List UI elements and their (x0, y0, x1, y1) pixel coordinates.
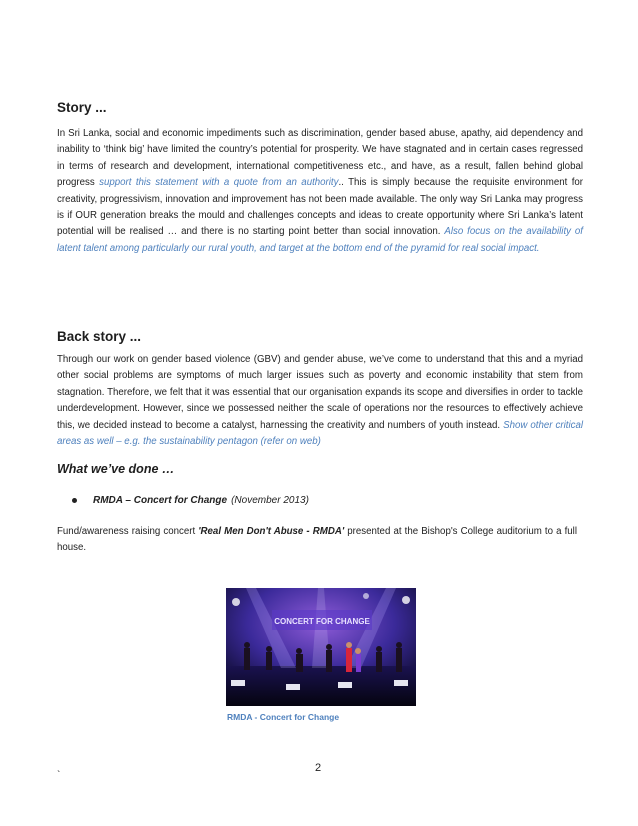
footer-mark: ` (57, 770, 61, 781)
bullet-dot-icon (72, 498, 77, 503)
story-body-1: In Sri Lanka, social and economic impediments such as discrimination, gender based abuse, apathy, aid dependency and inability to ‘think big’ have limited the country’s potential for prosperity. We have stagnated and in certain cases regressed in terms of research and development, international competitiveness etc., and have, as a result, fallen behind global progress (57, 128, 583, 189)
bullet-title: RMDA – Concert for Change (93, 495, 228, 506)
done-heading: What we’ve done … (57, 462, 175, 476)
bullet-date: (November 2013) (231, 495, 309, 506)
backstory-heading: Back story ... (57, 329, 142, 344)
concert-name: 'Real Men Don't Abuse - RMDA' (198, 526, 345, 537)
photo-banner: CONCERT FOR CHANGE (274, 617, 370, 626)
story-body-2: .. This is simply because the requisite environment for creativity, progressivism, innovation and improvement has not been made available. The only way Sri Lanka may progress is if OUR generation breaks the mould and challenges concepts and ideas to create opportunity where Sri Lanka’s latent potential will be realised … and there is no starting point better than social innovation. (57, 177, 584, 238)
story-note-1: support this statement with a quote from an authority (99, 177, 339, 189)
story-note-2: Also focus on the availability of latent talent among particularly our rural youth, and target at the bottom end of the pyramid for real social impact. (57, 226, 583, 254)
photo-caption: RMDA - Concert for Change (227, 712, 340, 722)
bullet-item (72, 495, 309, 506)
concert-photo (226, 588, 416, 706)
story-heading: Story ... (57, 100, 107, 115)
backstory-body: Through our work on gender based violence (GBV) and gender abuse, we’ve come to understand that this and a myriad other social problems are symptoms of much larger issues such as poverty and economic instability that stem from stagnation. Therefore, we felt that it was essential that our organisation expands its scope and diversifies in order to tackle underdevelopment. However, since we possessed neither the scale of operations nor the resources to effectively achieve this, we decided instead to become a catalyst, harnessing the creativity and numbers of youth instead. (57, 354, 583, 431)
backstory-note: Show other critical areas as well – e.g. the sustainability pentagon (refer on web) (57, 419, 583, 448)
concert-suffix: presented at the Bishop's College auditorium to a full house. (57, 526, 577, 554)
story-paragraph (57, 126, 583, 257)
backstory-paragraph (57, 352, 583, 450)
page-number: 2 (315, 762, 322, 774)
concert-paragraph (57, 524, 577, 557)
concert-prefix: Fund/awareness raising concert (57, 526, 199, 537)
